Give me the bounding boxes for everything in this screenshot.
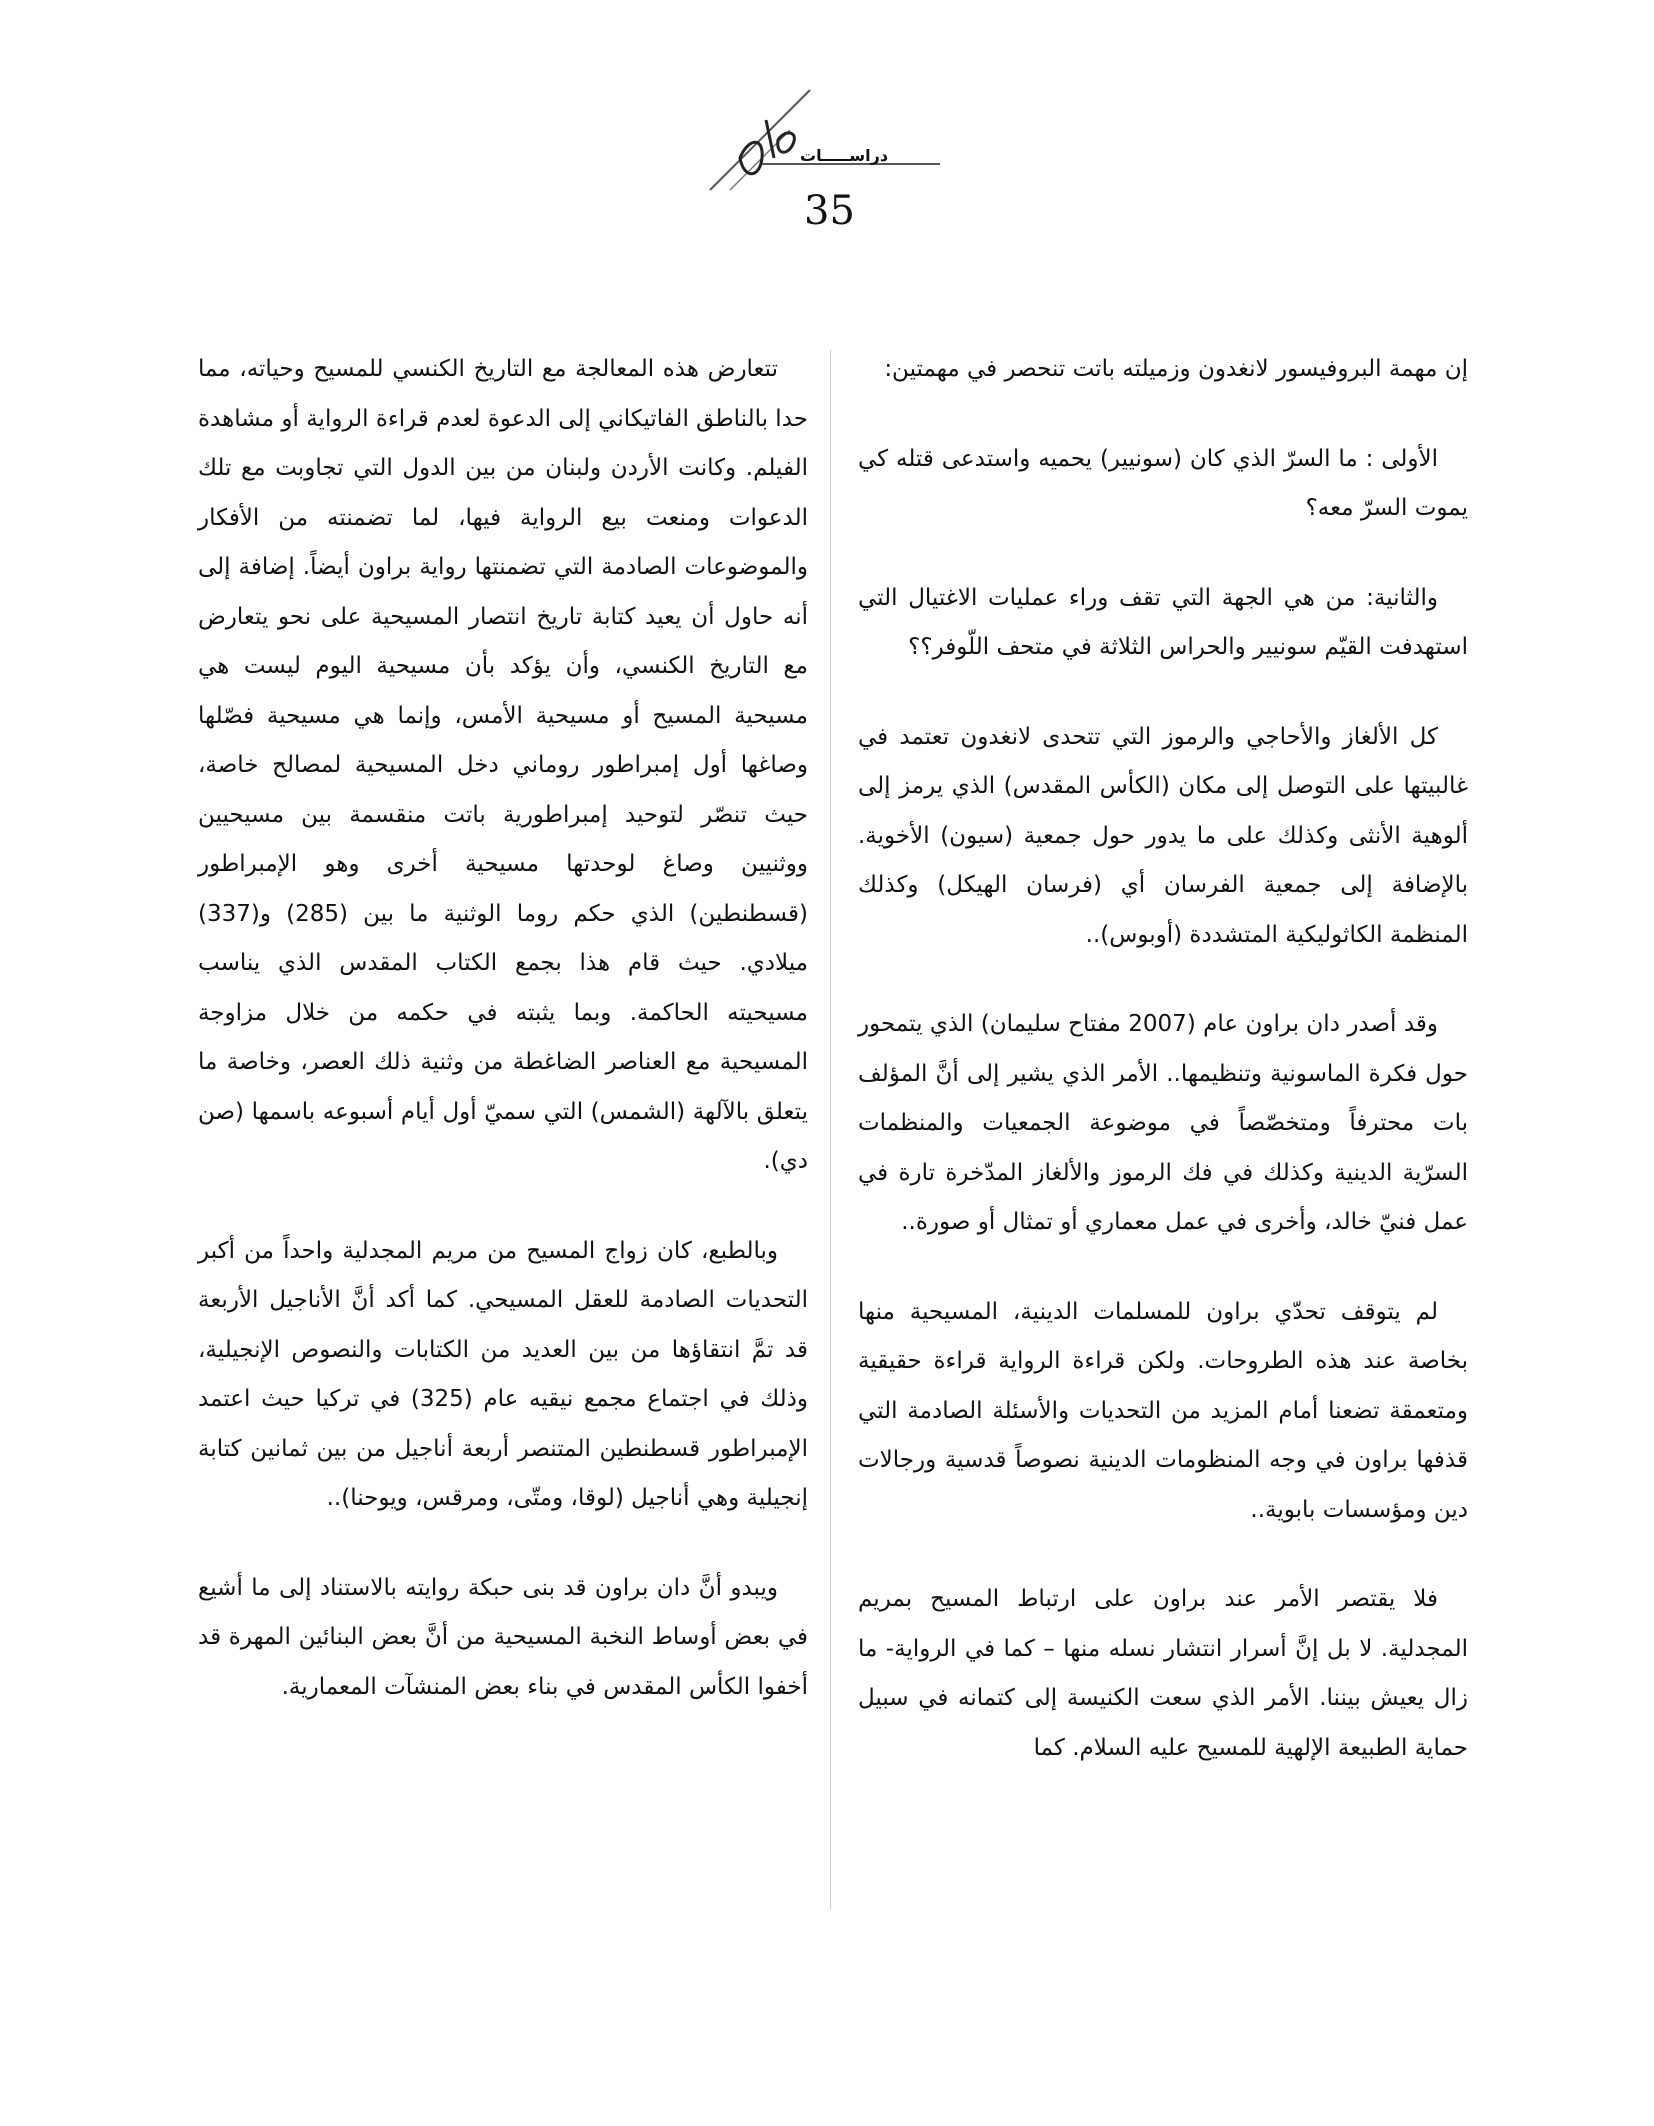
paragraph: الأولى : ما السرّ الذي كان (سونيير) يحميه واستدعى قتله كي يموت السرّ معه؟ (858, 445, 1468, 521)
right-text-column (858, 345, 1468, 1813)
paragraph: كل الألغاز والأحاجي والرموز التي تتحدى لانغدون تعتمد في غالبيتها على التوصل إلى مكان (الكأس المقدس) الذي يرمز إلى ألوهية الأنثى وكذلك على ما يدور حول جمعية (سيون) الأخوية. بالإضافة إلى جمعية الفرسان أي (فرسان الهيكل) وكذلك المنظمة الكاثوليكية المتشددة (أوبوس).. (858, 723, 1468, 948)
paragraph: والثانية: من هي الجهة التي تقف وراء عمليات الاغتيال التي استهدفت القيّم سونيير والحراس الثلاثة في متحف اللّوفر؟؟ (858, 584, 1468, 660)
paragraph: تتعارض هذه المعالجة مع التاريخ الكنسي للمسيح وحياته، مما حدا بالناطق الفاتيكاني إلى الدعوة لعدم قراءة الرواية أو مشاهدة الفيلم. وكانت الأردن ولبنان من بين الدول التي تجاوبت مع تلك الدعوات ومنعت بيع الرواية فيها، لما تضمنته من الأفكار والموضوعات الصادمة التي تضمنتها رواية براون أيضاً. إضافة إلى أنه حاول أن يعيد كتابة تاريخ انتصار المسيحية على نحو يتعارض مع التاريخ الكنسي، وأن يؤكد بأن مسيحية اليوم ليست هي مسيحية المسيح أو مسيحية الأمس، وإنما هي مسيحية فصّلها وصاغها أول إمبراطور روماني دخل المسيحية لمصالح خاصة، حيث تنصّر لتوحيد إمبراطورية باتت منقسمة بين مسيحيين ووثنيين وصاغ لوحدتها مسيحية أخرى وهو الإمبراطور (قسطنطين) الذي حكم روما الوثنية ما بين (285) و(337) ميلادي. حيث قام هذا بجمع الكتاب المقدس الذي يناسب مسيحيته الحاكمة. وبما يثبته في حكمه من خلال مزاوجة المسيحية مع العناصر الضاغطة من وثنية ذلك العصر، وخاصة ما يتعلق بالآلهة (الشمس) التي سميّ أول أيام أسبوعه باسمها (صن دي). (198, 356, 808, 1174)
column-divider (830, 350, 831, 1910)
paragraph: لم يتوقف تحدّي براون للمسلمات الدينية، المسيحية منها بخاصة عند هذه الطروحات. ولكن قراءة الرواية قراءة حقيقية ومتعمقة تضعنا أمام المزيد من التحديات والأسئلة الصادمة التي قذفها براون في وجه المنظومات الدينية نصوصاً قدسية ورجالات دين ومؤسسات بابوية.. (858, 1298, 1468, 1523)
paragraph: وبالطبع، كان زواج المسيح من مريم المجدلية واحداً من أكبر التحديات الصادمة للعقل المسيحي. كما أكد أنَّ الأناجيل الأربعة قد تمَّ انتقاؤها من بين العديد من الكتابات والنصوص الإنجيلية، وذلك في اجتماع مجمع نيقيه عام (325) في تركيا حيث اعتمد الإمبراطور قسطنطين المتنصر أربعة أناجيل من بين ثمانين كتابة إنجيلية وهي أناجيل (لوقا، ومتّى، ومرقس، ويوحنا).. (198, 1237, 808, 1511)
paragraph: إن مهمة البروفيسور لانغدون وزميلته باتت تنحصر في مهمتين: (884, 356, 1468, 382)
section-label: دراســـــات (800, 146, 889, 165)
page-header (640, 80, 1000, 250)
left-text-column (198, 345, 808, 1752)
paragraph: فلا يقتصر الأمر عند براون على ارتباط المسيح بمريم المجدلية. لا بل إنَّ أسرار انتشار نسله منها – كما في الرواية- ما زال يعيش بيننا. الأمر الذي سعت الكنيسة إلى كتمانه في سبيل حماية الطبيعة الإلهية للمسيح عليه السلام. كما (858, 1586, 1468, 1761)
paragraph: وقد أصدر دان براون عام (2007 مفتاح سليمان) الذي يتمحور حول فكرة الماسونية وتنظيمها.. الأمر الذي يشير إلى أنَّ المؤلف بات محترفاً ومتخصّصاً في موضوعة الجمعيات والمنظمات السرّية الدينية وكذلك في فك الرموز والألغاز المدّخرة تارة في عمل فنيّ خالد، وأخرى في عمل معماري أو تمثال أو صورة.. (858, 1011, 1468, 1235)
paragraph: ويبدو أنَّ دان براون قد بنى حبكة روايته بالاستناد إلى ما أشيع في بعض أوساط النخبة المسيحية من أنَّ بعض البنائين المهرة قد أخفوا الكأس المقدس في بناء بعض المنشآت المعمارية. (198, 1574, 808, 1700)
page-number: 35 (804, 188, 855, 234)
